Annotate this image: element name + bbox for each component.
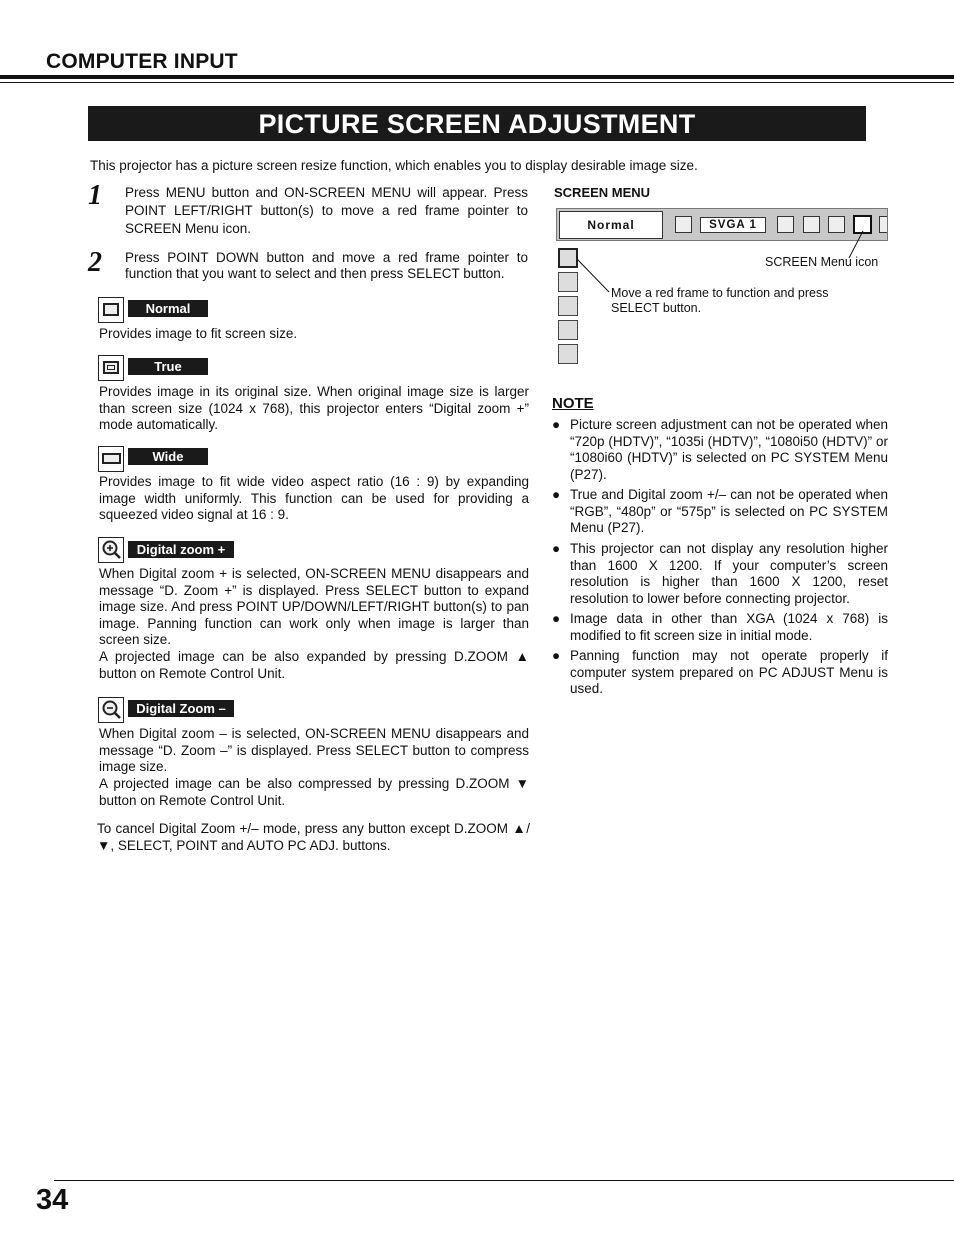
- screen-menu-icon-callout: SCREEN Menu icon: [765, 255, 879, 269]
- screen-menu-heading: SCREEN MENU: [554, 185, 651, 200]
- setting-icon: [879, 216, 888, 233]
- wide-description: Provides image to fit wide video aspect ratio (16 : 9) by expanding image width uniformly. This function can be used for providing a squeezed video signal at 16 : 9.: [99, 474, 529, 523]
- intro-text: This projector has a picture screen resize function, which enables you to display desirable image size.: [90, 158, 698, 173]
- page-number: 34: [36, 1184, 69, 1216]
- red-frame-callout: Move a red frame to function and press SELECT button.: [611, 286, 829, 315]
- header-rule: [0, 75, 954, 79]
- label-normal: Normal: [128, 300, 208, 317]
- page-title: PICTURE SCREEN ADJUSTMENT: [88, 106, 866, 141]
- wide-screen-icon: [98, 446, 124, 472]
- normal-screen-icon: [98, 297, 124, 323]
- step-text-1: Press MENU button and ON-SCREEN MENU will appear. Press POINT LEFT/RIGHT button(s) to move a red frame pointer to SCREEN Menu icon.: [125, 185, 528, 236]
- footer-rule: [54, 1180, 954, 1181]
- bullet-icon: ●: [552, 417, 561, 432]
- bullet-icon: ●: [552, 541, 561, 556]
- menu-mode-value: Normal: [559, 211, 663, 239]
- true-description: Provides image in its original size. When original image size is larger than screen size (1024 x 768), this projector enters “Digital zoom +” mode automatically.: [99, 384, 529, 433]
- label-digital-zoom-minus: Digital Zoom –: [128, 700, 234, 717]
- bullet-icon: ●: [552, 648, 561, 663]
- digital-zoom-plus-description: When Digital zoom + is selected, ON-SCREEN MENU disappears and message “D. Zoom +” is displayed. Press SELECT button to expand image size. And press POINT UP/DOWN/LEFT/RIGHT button(s) to pan image. Panning function can work only when image is larger than screen size.: [99, 566, 529, 648]
- bullet-icon: ●: [552, 487, 561, 502]
- menu-resolution-value: SVGA 1: [700, 217, 766, 233]
- header-rule-thin: [0, 82, 954, 83]
- note-heading: NOTE: [552, 395, 594, 412]
- label-true: True: [128, 358, 208, 375]
- label-digital-zoom-plus: Digital zoom +: [128, 541, 234, 558]
- step-text-2: Press POINT DOWN button and move a red frame pointer to function that you want to select and then press SELECT button.: [125, 250, 528, 281]
- digital-zoom-plus-remote: A projected image can be also expanded by pressing D.ZOOM ▲ button on Remote Control Unit.: [99, 649, 529, 681]
- digital-zoom-minus-description: When Digital zoom – is selected, ON-SCREEN MENU disappears and message “D. Zoom –” is displayed. Press SELECT button to compress image size.: [99, 726, 529, 775]
- step-number-2: 2: [88, 247, 102, 278]
- digital-zoom-minus-remote: A projected image can be also compressed by pressing D.ZOOM ▼ button on Remote Control Unit.: [99, 776, 529, 808]
- zoom-in-icon: [98, 537, 124, 563]
- true-screen-icon: [98, 355, 124, 381]
- zoom-out-icon: [98, 697, 124, 723]
- label-wide: Wide: [128, 448, 208, 465]
- cancel-zoom-text: To cancel Digital Zoom +/– mode, press any button except D.ZOOM ▲/▼, SELECT, POINT and AUTO PC ADJ. buttons.: [97, 821, 530, 853]
- zoom-out-menu-icon: [558, 344, 578, 364]
- step-number-1: 1: [88, 180, 102, 211]
- normal-description: Provides image to fit screen size.: [99, 326, 298, 341]
- bullet-icon: ●: [552, 611, 561, 626]
- section-title: COMPUTER INPUT: [46, 50, 238, 73]
